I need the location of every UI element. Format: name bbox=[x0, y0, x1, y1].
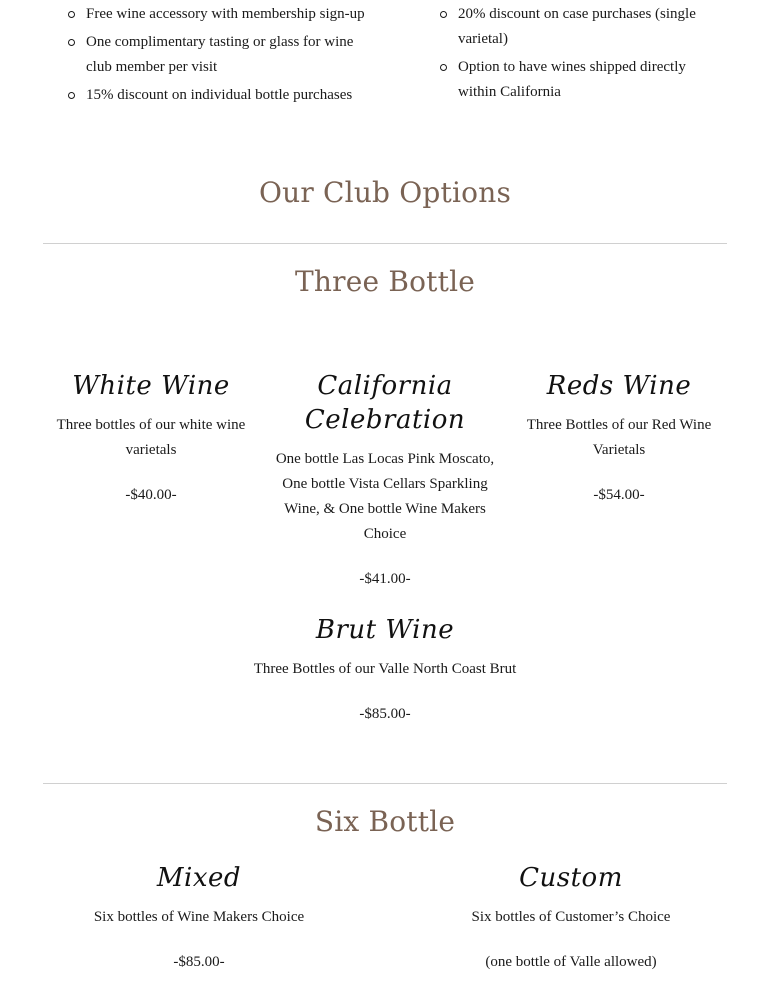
option-title: Mixed bbox=[156, 863, 242, 893]
option-title: California Celebration bbox=[304, 371, 466, 435]
option-mixed bbox=[69, 861, 329, 975]
option-white-wine bbox=[51, 369, 251, 508]
divider bbox=[43, 243, 727, 244]
option-california-celebration bbox=[271, 369, 499, 592]
option-price: -$54.00- bbox=[593, 487, 645, 503]
option-reds-wine bbox=[519, 369, 719, 508]
six-bottle-heading: Six Bottle bbox=[314, 805, 456, 838]
benefits-section bbox=[0, 0, 770, 140]
option-price: -$85.00- bbox=[359, 706, 411, 722]
option-title: Reds Wine bbox=[546, 371, 692, 401]
option-title: White Wine bbox=[72, 371, 230, 401]
club-options-heading: Our Club Options bbox=[258, 176, 512, 209]
option-description: Three bottles of our white wine varietals bbox=[56, 417, 246, 458]
option-title: Custom bbox=[519, 863, 623, 893]
option-title: Brut Wine bbox=[315, 615, 455, 645]
divider bbox=[43, 783, 727, 784]
option-description: One bottle Las Locas Pink Moscato, One bottle Vista Cellars Sparkling Wine, & One bottle Wine Makers Choice bbox=[275, 451, 495, 542]
option-price: -$85.00- bbox=[173, 954, 225, 970]
option-description: Six bottles of Wine Makers Choice bbox=[93, 909, 305, 925]
three-bottle-heading: Three Bottle bbox=[295, 265, 475, 298]
option-note: (one bottle of Valle allowed) bbox=[485, 954, 657, 970]
option-description: Three Bottles of our Valle North Coast Brut bbox=[253, 661, 517, 677]
option-price: -$41.00- bbox=[359, 571, 411, 587]
option-brut-wine bbox=[185, 613, 585, 727]
benefits-list-left bbox=[86, 2, 366, 111]
benefit-item: 15% discount on individual bottle purchases bbox=[86, 83, 366, 108]
benefit-item: Free wine accessory with membership sign-up bbox=[86, 2, 366, 27]
option-price: -$40.00- bbox=[125, 487, 177, 503]
option-description: Six bottles of Customer’s Choice bbox=[471, 909, 671, 925]
option-description: Three Bottles of our Red Wine Varietals bbox=[526, 417, 712, 458]
benefit-item: Option to have wines shipped directly within California bbox=[458, 55, 718, 105]
benefit-item: One complimentary tasting or glass for wine club member per visit bbox=[86, 30, 366, 80]
benefit-item: 20% discount on case purchases (single varietal) bbox=[458, 2, 718, 52]
benefits-list-right bbox=[458, 2, 718, 108]
option-custom bbox=[441, 861, 701, 975]
